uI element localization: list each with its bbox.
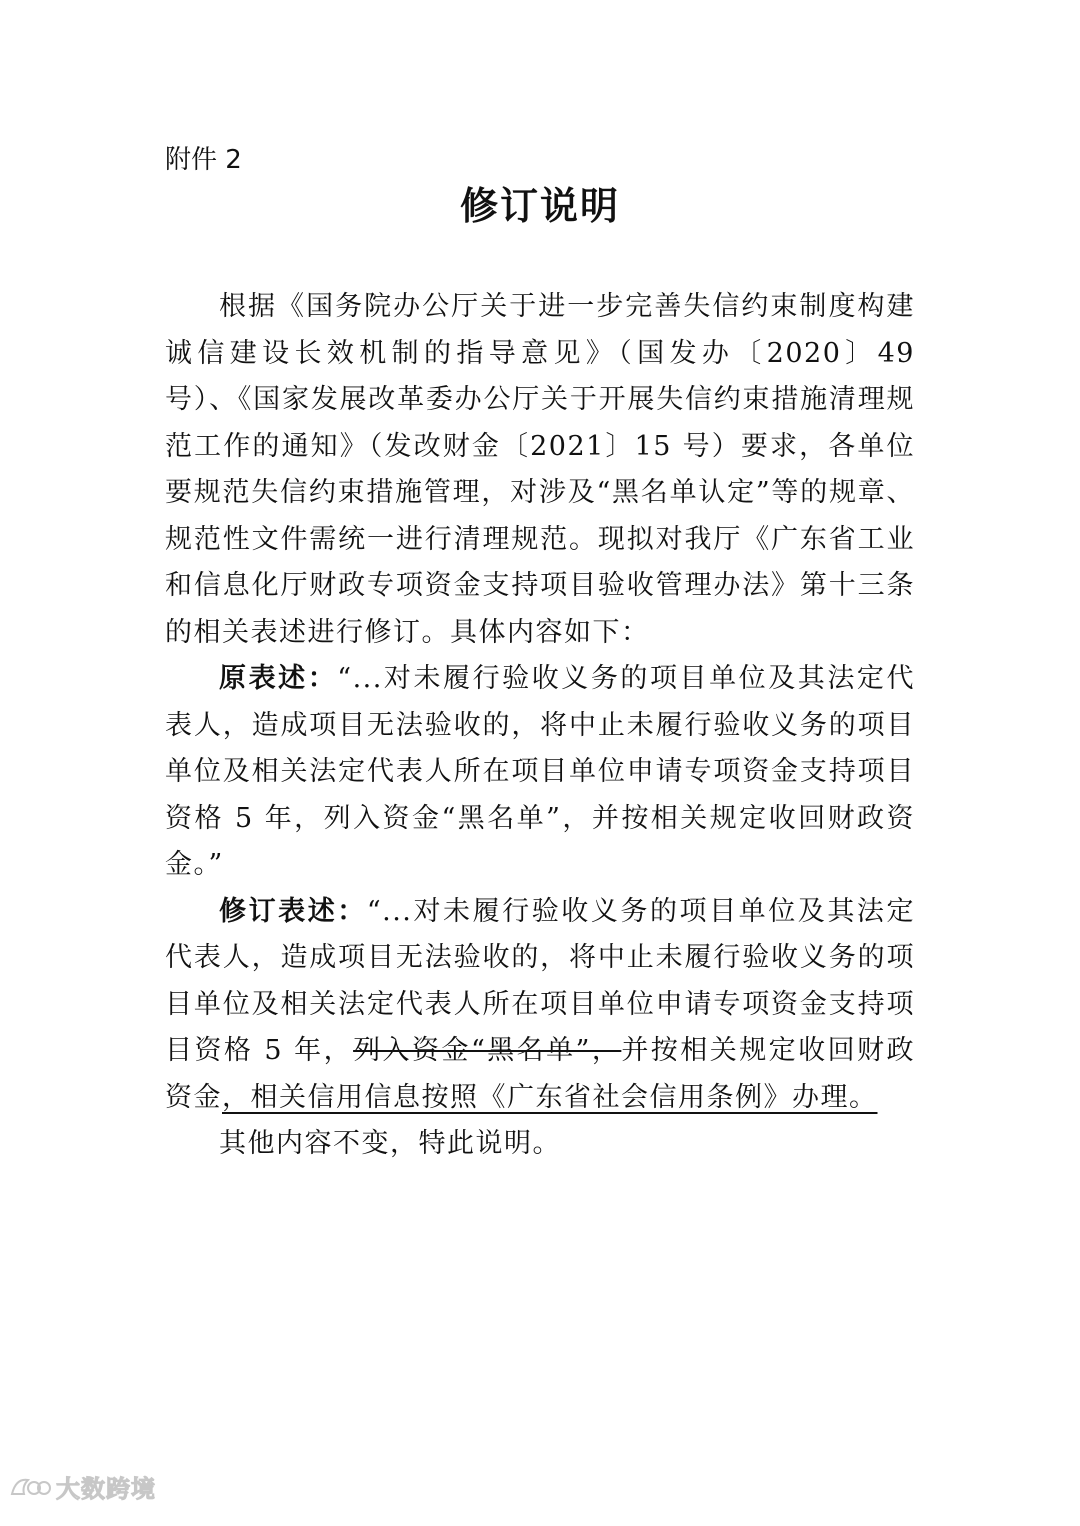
original-statement-text: “...对未履行验收义务的项目单位及其法定代表人，造成项目无法验收的，将中止未履行验收义务的项目单位及相关法定代表人所在项目单位申请专项资金支持项目资格 5 年，列入资金“黑名单”，并按相关规定收回财政资金。” [165, 663, 915, 880]
revised-text-middle: 并按相关规定收回财政资金 [165, 1035, 916, 1113]
revised-statement-label: 修订表述： [219, 895, 367, 927]
revised-text-before: “...对未履行验收义务的项目单位及其法定代表人，造成项目无法验收的，将中止未履行验收义务的项目单位及相关法定代表人所在项目单位申请专项资金支持项目资格 5 年， [165, 895, 915, 1066]
inserted-text: ，相关信用信息按照《广东省社会信用条例》办理。 [222, 1081, 878, 1113]
logo-icon [8, 1472, 52, 1500]
closing-paragraph: 其他内容不变，特此说明。 [219, 1128, 561, 1159]
original-statement-paragraph [165, 656, 915, 889]
document-body [165, 284, 915, 1168]
original-statement-label: 原表述： [219, 663, 338, 694]
page-title: 修订说明 [459, 184, 620, 228]
watermark-text: 大数跨境 [56, 1474, 156, 1503]
intro-paragraph: 根据《国务院办公厅关于进一步完善失信约束制度构建诚信建设长效机制的指导意见》（国发办〔2020〕49 号）、《国家发展改革委办公厅关于开展失信约束措施清理规范工作的通知》（发改财金〔2021〕15 号）要求，各单位要规范失信约束措施管理，对涉及“黑名单认定”等的规章、规范性文件需统一进行清理规范。现拟对我厅《广东省工业和信息化厅财政专项资金支持项目验收管理办法》第十三条的相关表述进行修订。具体内容如下： [165, 291, 915, 648]
revised-statement-paragraph [165, 889, 915, 1122]
attachment-label: 附件 2 [165, 145, 242, 175]
deleted-text: 列入资金“黑名单”， [353, 1035, 622, 1066]
watermark [8, 1468, 156, 1504]
